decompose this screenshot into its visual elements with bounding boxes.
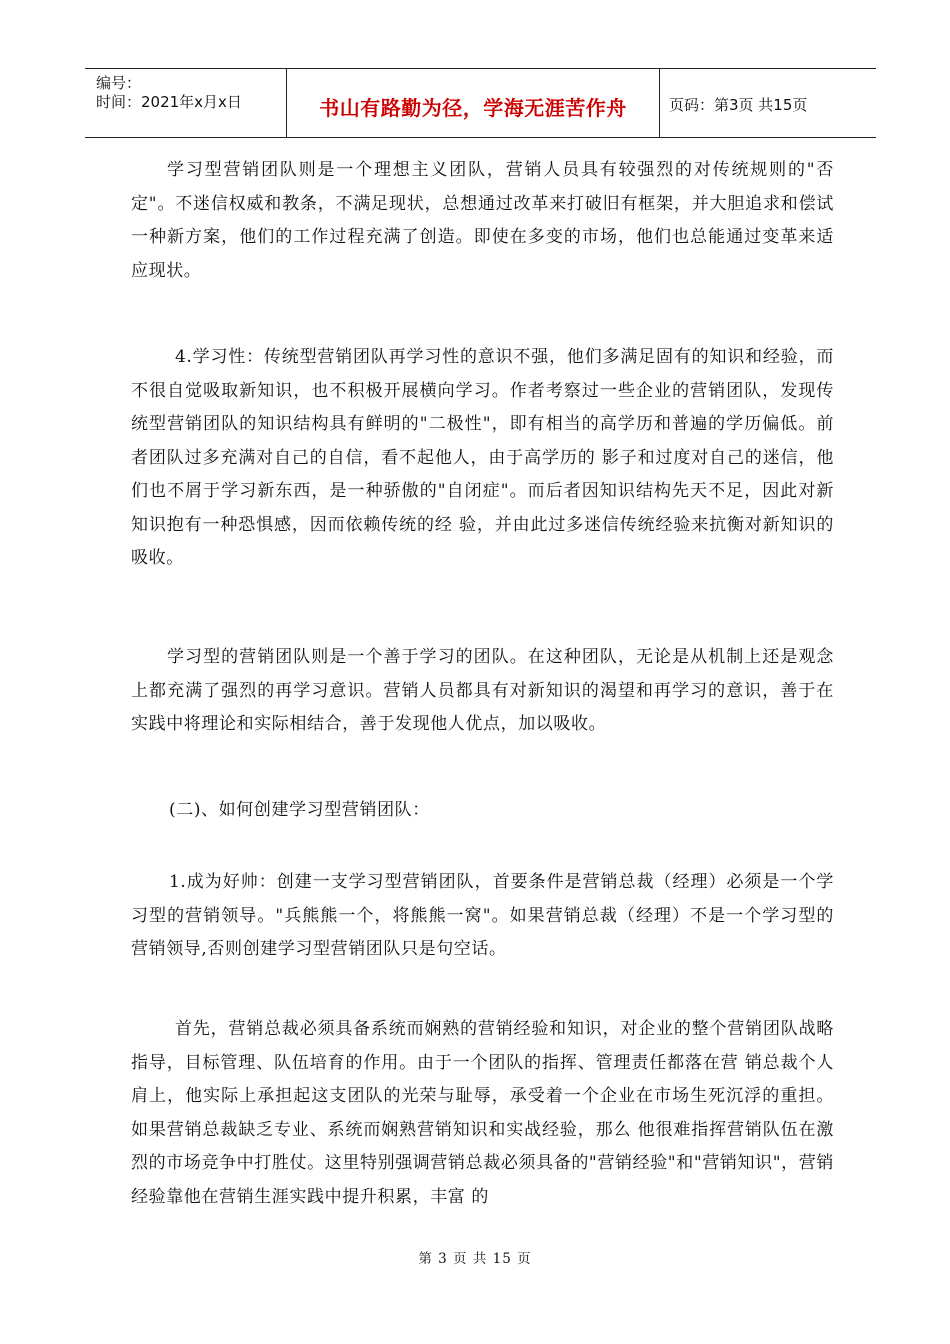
header-motto-cell	[287, 69, 660, 137]
page-header	[85, 68, 876, 138]
document-time-label: 时间：2021年x月x日	[96, 93, 242, 111]
header-page-label: 页码：第3页 共15页	[669, 96, 808, 114]
header-motto: 书山有路勤为径，学海无涯苦作舟	[319, 96, 627, 120]
paragraph-learning-team-description: 学习型的营销团队则是一个善于学习的团队。在这种团队，无论是从机制上还是观念上都充满了强烈的再学习意识。营销人员都具有对新知识的渴望和再学习的意识，善于在实践中将理论和实际相结合，善于发现他人优点，加以吸收。	[131, 647, 834, 734]
paragraph-learning-team-idealism: 学习型营销团队则是一个理想主义团队，营销人员具有较强烈的对传统规则的"否定"。不迷信权威和教条，不满足现状，总想通过改革来打破旧有框架，并大胆追求和偿试一种新方案，他们的工作过程充满了创造。即使在多变的市场，他们也总能通过变革来适应现状。	[131, 160, 834, 281]
page-footer: 第 3 页 共 15 页	[418, 1251, 532, 1267]
header-page-cell	[660, 69, 876, 137]
paragraph-learning-attribute: 4.学习性：传统型营销团队再学习性的意识不强，他们多满足固有的知识和经验，而不很自觉吸取新知识，也不积极开展横向学习。作者考察过一些企业的营销团队，发现传统型营销团队的知识结构具有鲜明的"二极性"，即有相当的高学历和普遍的学历偏低。前者团队过多充满对自己的自信，看不起他人，由于高学历的 影子和过度对自己的迷信，他们也不屑于学习新东西，是一种骄傲的"自闭症"。而后者因知识结构先天不足，因此对新知识抱有一种恐惧感，因而依赖传统的经 验，并由此过多迷信传统经验来抗衡对新知识的吸收。	[131, 347, 834, 568]
paragraph-be-good-leader: 1.成为好帅：创建一支学习型营销团队，首要条件是营销总裁（经理）必须是一个学习型的营销领导。"兵熊熊一个，将熊熊一窝"。如果营销总裁（经理）不是一个学习型的营销领导,否则创建学习型营销团队只是句空话。	[131, 872, 834, 959]
paragraph-first-marketing-president: 首先，营销总裁必须具备系统而娴熟的营销经验和知识，对企业的整个营销团队战略指导，目标管理、队伍培育的作用。由于一个团队的指挥、管理责任都落在营 销总裁个人肩上，他实际上承担起这支团队的光荣与耻辱，承受着一个企业在市场生死沉浮的重担。如果营销总裁缺乏专业、系统而娴熟营销知识和实战经验，那么 他很难指挥营销队伍在激烈的市场竞争中打胜仗。这里特别强调营销总裁必须具备的"营销经验"和"营销知识"，营销经验靠他在营销生涯实践中提升积累，丰富 的	[131, 1019, 834, 1207]
document-number-label: 编号：	[96, 74, 142, 92]
header-meta-cell	[85, 69, 287, 137]
section-heading-how-to-create: (二)、如何创建学习型营销团队：	[169, 800, 430, 820]
